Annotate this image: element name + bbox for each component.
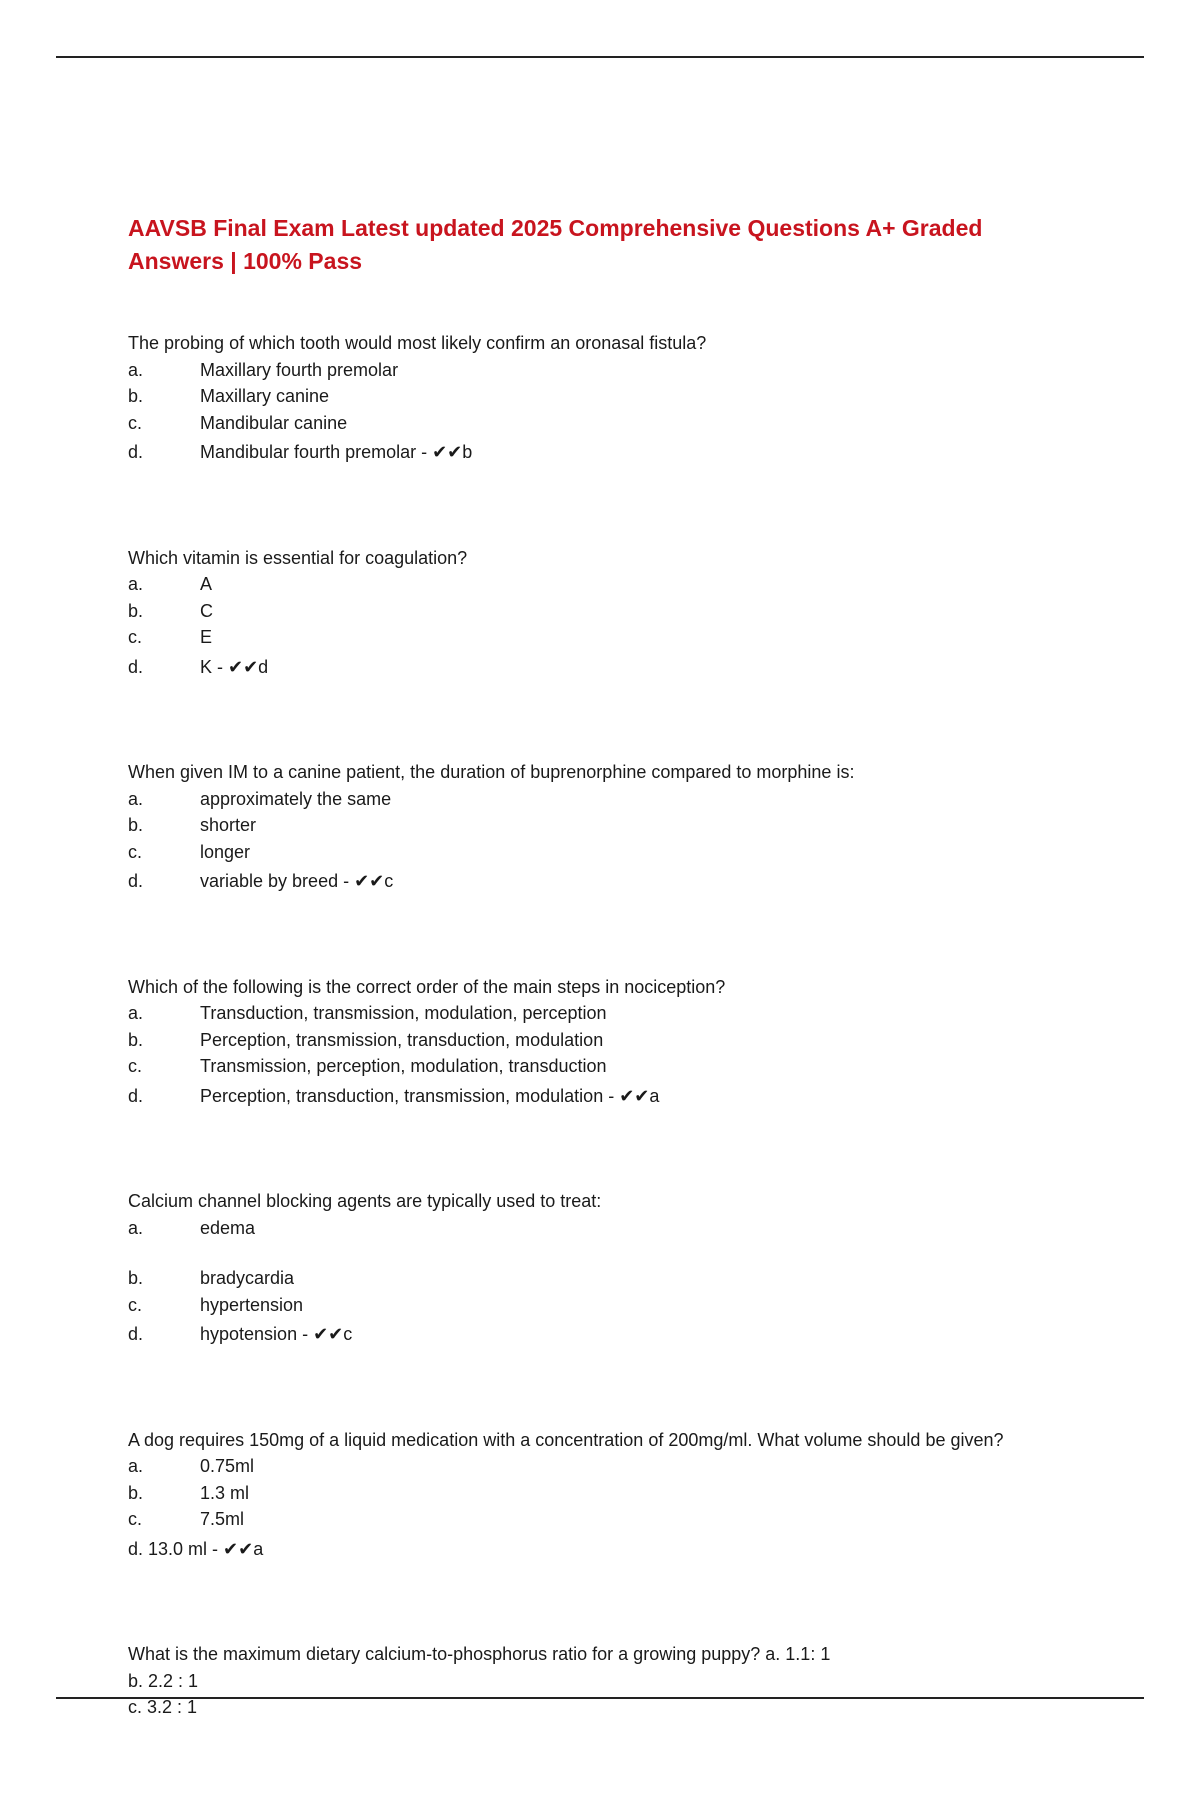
option-b: b. 2.2 : 1 (128, 1670, 199, 1691)
option-b: b. C (128, 600, 213, 621)
header-rule (56, 56, 1144, 58)
option-b: b. 1.3 ml (128, 1482, 250, 1503)
question-list (128, 330, 1068, 1800)
question-7 (128, 1641, 1068, 1721)
question-text: Calcium channel blocking agents are typically used to treat: (128, 1191, 602, 1211)
document-title: AAVSB Final Exam Latest updated 2025 Comprehensive Questions A+ Graded Answers | 100% Pass (128, 215, 983, 274)
footer-rule (56, 1697, 1144, 1699)
option-b: b. bradycardia (128, 1268, 295, 1288)
question-3 (128, 759, 1068, 895)
question-text: Which vitamin is essential for coagulation? (128, 547, 468, 568)
option-b: b. shorter (128, 815, 257, 835)
option-a: a. Transduction, transmission, modulation, perception (128, 1003, 607, 1023)
option-c: c. E (128, 627, 213, 647)
option-a: a. approximately the same (128, 788, 392, 809)
option-c: c. 7.5ml (128, 1509, 245, 1529)
option-d-answer: d. 13.0 ml - ✔✔a (128, 1538, 264, 1559)
option-a: a. Maxillary fourth premolar (128, 359, 399, 380)
option-c: c. longer (128, 841, 251, 862)
option-c: c. 3.2 : 1 (128, 1697, 198, 1717)
option-d-answer: d. variable by breed - ✔✔c (128, 871, 394, 891)
option-d-answer: d. hypotension - ✔✔c (128, 1324, 353, 1344)
option-d-answer: d. Perception, transduction, transmission, modulation - ✔✔a (128, 1085, 660, 1106)
option-a: a. A (128, 574, 213, 594)
option-c: c. Transmission, perception, modulation, transduction (128, 1056, 607, 1076)
question-6 (128, 1427, 1068, 1563)
question-text: A dog requires 150mg of a liquid medication with a concentration of 200mg/ml. What volume should be given? (128, 1429, 1004, 1450)
question-text: Which of the following is the correct order of the main steps in nociception? (128, 976, 726, 997)
question-5 (128, 1188, 1068, 1348)
option-b: b. Maxillary canine (128, 386, 330, 406)
option-d-answer: d. K - ✔✔d (128, 656, 269, 677)
option-a: a. edema (128, 1217, 256, 1238)
option-d-answer: d. Mandibular fourth premolar - ✔✔b (128, 442, 473, 462)
question-text: The probing of which tooth would most likely confirm an oronasal fistula? (128, 333, 707, 353)
question-text: When given IM to a canine patient, the duration of buprenorphine compared to morphine is: (128, 762, 855, 782)
option-b: b. Perception, transmission, transduction, modulation (128, 1029, 604, 1050)
option-c: c. hypertension (128, 1294, 304, 1315)
question-text: What is the maximum dietary calcium-to-phosphorus ratio for a growing puppy? a. 1.1: 1 (128, 1644, 831, 1664)
question-1 (128, 330, 1068, 466)
question-4 (128, 974, 1068, 1110)
option-c: c. Mandibular canine (128, 412, 348, 433)
question-2 (128, 545, 1068, 681)
option-a: a. 0.75ml (128, 1456, 255, 1476)
